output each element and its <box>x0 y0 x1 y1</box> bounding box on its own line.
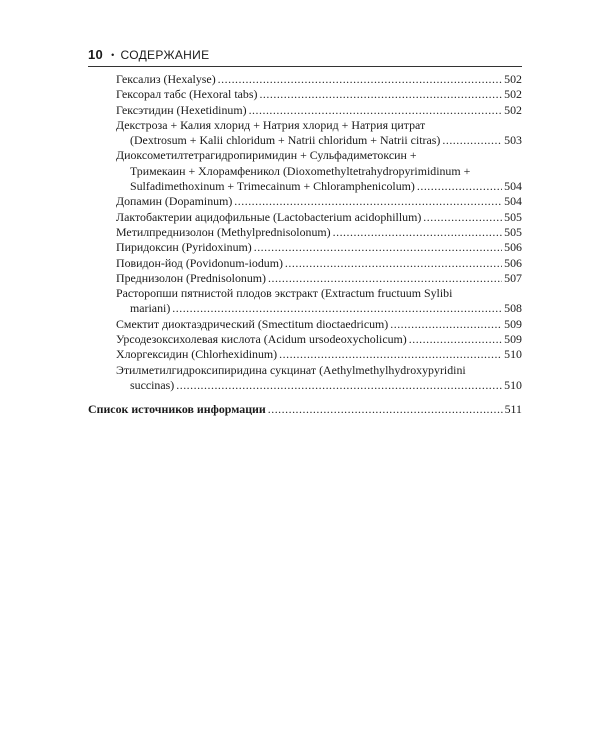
dot-leader <box>234 194 502 209</box>
entry-title: Гексализ (Hexalyse) <box>116 72 216 86</box>
entry-title: Пиридоксин (Pyridoxinum) <box>116 240 252 255</box>
dot-leader <box>279 347 502 362</box>
entry-title: Урсодезоксихолевая кислота (Acidum ursodeoxycholicum) <box>116 332 407 347</box>
toc-entry[interactable] <box>88 271 522 286</box>
toc-entry[interactable] <box>88 256 522 271</box>
dot-leader <box>268 271 502 286</box>
running-header <box>88 47 522 67</box>
entry-title-cont: mariani) <box>130 301 171 316</box>
entry-title-line: Декстроза + Калия хлорид + Натрия хлорид + Натрия цитрат <box>116 117 426 132</box>
entry-title-cont: Sulfadimethoxinum + Trimecainum + Chloramphenicolum) <box>130 179 415 194</box>
entry-page: 503 <box>504 133 522 148</box>
entry-page: 502 <box>504 87 522 102</box>
entry-page: 502 <box>504 72 522 86</box>
entry-title: Хлоргексидин (Chlorhexidinum) <box>116 347 278 362</box>
entry-title-line: Расторопши пятнистой плодов экстракт (Extractum fructuum Sylibi <box>116 286 453 301</box>
entry-title: Преднизолон (Prednisolonum) <box>116 270 266 285</box>
entry-title-line: Тримекаин + Хлорамфеникол (Dioxomethyltetrahydropyrimidinum + <box>130 163 471 178</box>
toc-entry[interactable] <box>88 118 522 149</box>
entry-title: Смектит диоктаэдрический (Smectitum dioctaedricum) <box>116 316 389 331</box>
toc-entry[interactable] <box>88 72 522 87</box>
bibliography-page: 511 <box>504 402 522 417</box>
entry-page: 506 <box>504 240 522 255</box>
toc-entry[interactable] <box>88 210 522 225</box>
toc-entry[interactable] <box>88 87 522 102</box>
entry-title: Повидон-йод (Povidonum-iodum) <box>116 255 283 270</box>
entry-title-cont: succinas) <box>130 377 175 392</box>
entry-page: 507 <box>504 270 522 285</box>
dot-leader <box>409 332 502 347</box>
entry-title: Метилпреднизолон (Methylprednisolonum) <box>116 224 331 239</box>
entry-page: 506 <box>504 255 522 270</box>
bullet-icon: • <box>111 49 115 60</box>
entry-page: 509 <box>504 316 522 331</box>
dot-leader <box>285 256 502 271</box>
toc-entry[interactable] <box>88 225 522 240</box>
section-title: СОДЕРЖАНИЕ <box>120 47 210 62</box>
toc-entry[interactable] <box>88 286 522 317</box>
dot-leader <box>176 378 502 393</box>
entry-page: 505 <box>504 209 522 224</box>
dot-leader <box>333 225 503 240</box>
entry-title: Лактобактерии ацидофильные (Lactobacterium acidophillum) <box>116 209 422 224</box>
entry-title: Гексорал табс (Hexoral tabs) <box>116 87 258 102</box>
dot-leader <box>442 133 502 148</box>
entry-page: 504 <box>504 194 522 209</box>
dot-leader <box>249 103 503 118</box>
dot-leader <box>254 240 502 255</box>
entry-page: 510 <box>504 347 522 362</box>
dot-leader <box>172 301 502 316</box>
page-number: 10 <box>88 47 104 62</box>
table-of-contents <box>88 72 522 418</box>
dot-leader <box>268 402 503 417</box>
entry-title: Гексэтидин (Hexetidinum) <box>116 102 247 117</box>
dot-leader <box>423 210 502 225</box>
entry-page: 510 <box>504 377 522 392</box>
dot-leader <box>417 179 502 194</box>
entry-title: Допамин (Dopaminum) <box>116 194 233 209</box>
entry-page: 509 <box>504 332 522 347</box>
toc-entry[interactable] <box>88 148 522 194</box>
dot-leader <box>218 72 502 87</box>
toc-entry[interactable] <box>88 240 522 255</box>
dot-leader <box>390 317 502 332</box>
entry-page: 502 <box>504 102 522 117</box>
toc-entry[interactable] <box>88 347 522 362</box>
toc-bibliography-entry[interactable] <box>88 402 522 417</box>
entry-page: 504 <box>504 179 522 194</box>
bibliography-title: Список источников информации <box>88 402 266 417</box>
toc-entry[interactable] <box>88 332 522 347</box>
entry-title-line: Диоксометилтетрагидропиримидин + Сульфадиметоксин + <box>116 148 417 163</box>
toc-entry[interactable] <box>88 317 522 332</box>
dot-leader <box>259 87 502 102</box>
entry-title-cont: (Dextrosum + Kalii chloridum + Natrii chloridum + Natrii citras) <box>130 133 441 148</box>
toc-entry[interactable] <box>88 103 522 118</box>
entry-page: 508 <box>504 301 522 316</box>
entry-title-line: Этилметилгидроксипиридина сукцинат (Aethylmethylhydroxypyridini <box>116 362 466 377</box>
entry-page: 505 <box>504 224 522 239</box>
toc-entry[interactable] <box>88 363 522 394</box>
toc-entry[interactable] <box>88 194 522 209</box>
